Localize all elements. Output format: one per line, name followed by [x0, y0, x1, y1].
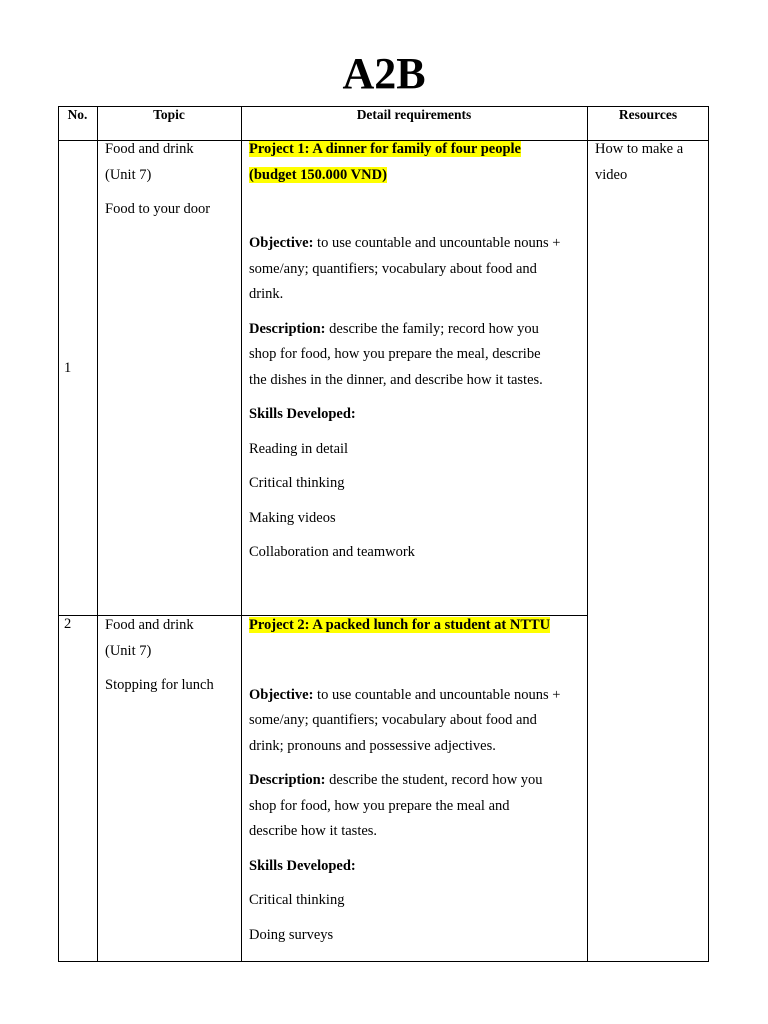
resource-line: How to make a — [595, 141, 684, 157]
header-topic: Topic — [153, 107, 185, 122]
objective-text: to use countable and uncountable nouns + — [313, 686, 561, 703]
column-divider — [587, 106, 588, 962]
subtopic: Stopping for lunch — [105, 677, 214, 693]
description-text: describe the family; record how you — [325, 320, 539, 337]
subtopic: Food to your door — [105, 201, 211, 217]
skills-label: Skills Developed: — [249, 857, 356, 874]
header-detail-requirements: Detail requirements — [356, 107, 472, 122]
header-resources: Resources — [618, 107, 678, 122]
skill-item: Making videos — [249, 509, 336, 526]
project-title: (budget 150.000 VND) — [249, 166, 387, 183]
skill-item: Reading in detail — [249, 440, 349, 457]
description-label: Description: — [249, 772, 326, 788]
objective-label: Objective: — [249, 235, 314, 251]
objective-text: drink; pronouns and possessive adjectives. — [249, 737, 496, 754]
resources-cell — [595, 137, 705, 188]
detail-cell — [249, 137, 585, 575]
topic-cell — [105, 137, 239, 223]
resource-line: video — [595, 166, 628, 183]
skill-item: Critical thinking — [249, 892, 345, 908]
objective-text: to use countable and uncountable nouns + — [313, 235, 561, 251]
description-text: shop for food, how you prepare the meal and — [249, 797, 510, 814]
description-text: describe how it tastes. — [249, 823, 378, 839]
column-divider — [97, 106, 98, 962]
topic-line: Food and drink — [105, 141, 194, 157]
project-title: Project 2: A packed lunch for a student at NTTU — [249, 617, 551, 633]
skill-item: Collaboration and teamwork — [249, 544, 415, 560]
skill-item: Critical thinking — [249, 475, 345, 491]
skill-item: Doing surveys — [249, 926, 334, 943]
objective-text: some/any; quantifiers; vocabulary about food and — [249, 260, 537, 277]
description-text: describe the student, record how you — [325, 772, 543, 788]
skills-label: Skills Developed: — [249, 406, 356, 422]
header-no: No. — [67, 107, 88, 122]
objective-text: drink. — [249, 286, 284, 302]
topic-line: (Unit 7) — [105, 642, 152, 659]
row-number: 2 — [64, 616, 72, 632]
objective-label: Objective: — [249, 686, 314, 703]
document-title: A2B — [342, 49, 426, 98]
topic-cell — [105, 613, 239, 699]
description-label: Description: — [249, 320, 326, 337]
project-title: Project 1: A dinner for family of four people — [249, 141, 521, 157]
topic-line: Food and drink — [105, 617, 194, 633]
topic-line: (Unit 7) — [105, 166, 152, 183]
description-text: shop for food, how you prepare the meal, describe — [249, 346, 541, 362]
column-divider — [241, 106, 242, 962]
row-number: 1 — [64, 360, 72, 376]
description-text: the dishes in the dinner, and describe how it tastes. — [249, 371, 543, 388]
objective-text: some/any; quantifiers; vocabulary about food and — [249, 712, 537, 728]
detail-cell — [249, 613, 585, 957]
